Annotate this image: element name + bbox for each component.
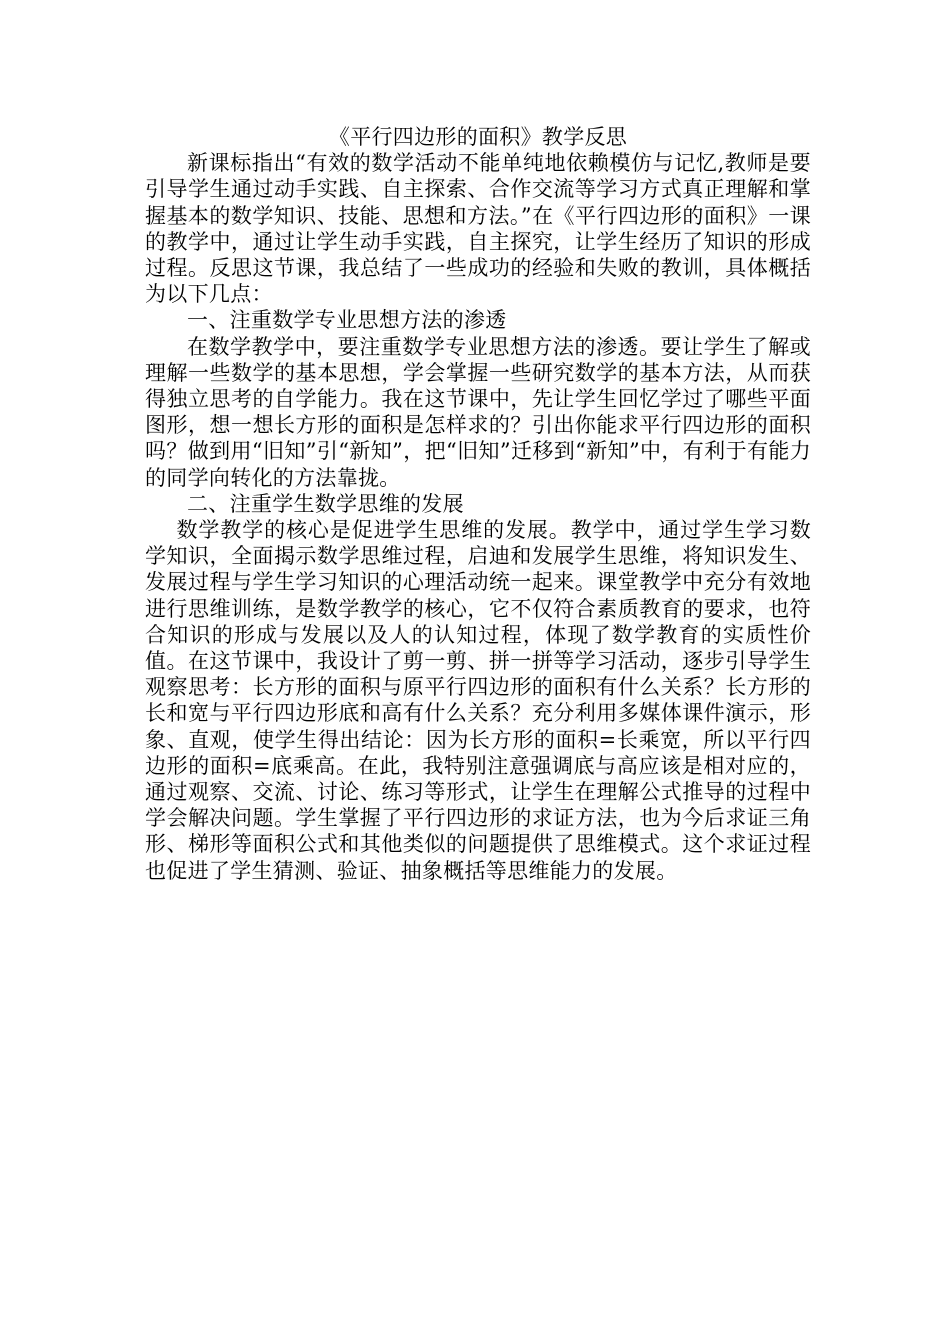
document-page [145,124,811,884]
intro-paragraph: 新课标指出“有效的数学活动不能单纯地依赖模仿与记忆,教师是要引导学生通过动手实践、自主探索、合作交流等学习方式真正理解和掌握基本的数学知识、技能、思想和方法。”在《平行四边形的面积》一课的教学中，通过让学生动手实践，自主探究，让学生经历了知识的形成过程。反思这节课，我总结了一些成功的经验和失败的教训，具体概括为以下几点： [145,151,811,307]
section-body-1: 在数学教学中，要注重数学专业思想方法的渗透。要让学生了解或理解一些数学的基本思想，学会掌握一些研究数学的基本方法，从而获得独立思考的自学能力。我在这节课中，先让学生回忆学过了哪些平面图形，想一想长方形的面积是怎样求的？引出你能求平行四边形的面积吗？做到用“旧知”引“新知”，把“旧知”迁移到“新知”中，有利于有能力的同学向转化的方法靠拢。 [145,334,811,490]
section-body-2: 数学教学的核心是促进学生思维的发展。教学中，通过学生学习数学知识，全面揭示数学思维过程，启迪和发展学生思维，将知识发生、发展过程与学生学习知识的心理活动统一起来。课堂教学中充分有效地进行思维训练，是数学教学的核心，它不仅符合素质教育的要求，也符合知识的形成与发展以及人的认知过程，体现了数学教育的实质性价值。在这节课中，我设计了剪一剪、拼一拼等学习活动，逐步引导学生观察思考：长方形的面积与原平行四边形的面积有什么关系？长方形的长和宽与平行四边形底和高有什么关系？充分利用多媒体课件演示，形象、直观，使学生得出结论：因为长方形的面积=长乘宽，所以平行四边形的面积=底乘高。在此，我特别注意强调底与高应该是相对应的，通过观察、交流、讨论、练习等形式，让学生在理解公式推导的过程中学会解决问题。学生掌握了平行四边形的求证方法，也为今后求证三角形、梯形等面积公式和其他类似的问题提供了思维模式。这个求证过程也促进了学生猜测、验证、抽象概括等思维能力的发展。 [145,518,811,883]
section-heading-1: 一、注重数学专业思想方法的渗透 [187,308,507,333]
document-title: 《平行四边形的面积》教学反思 [328,125,628,149]
section-heading-2: 二、注重学生数学思维的发展 [187,491,464,516]
